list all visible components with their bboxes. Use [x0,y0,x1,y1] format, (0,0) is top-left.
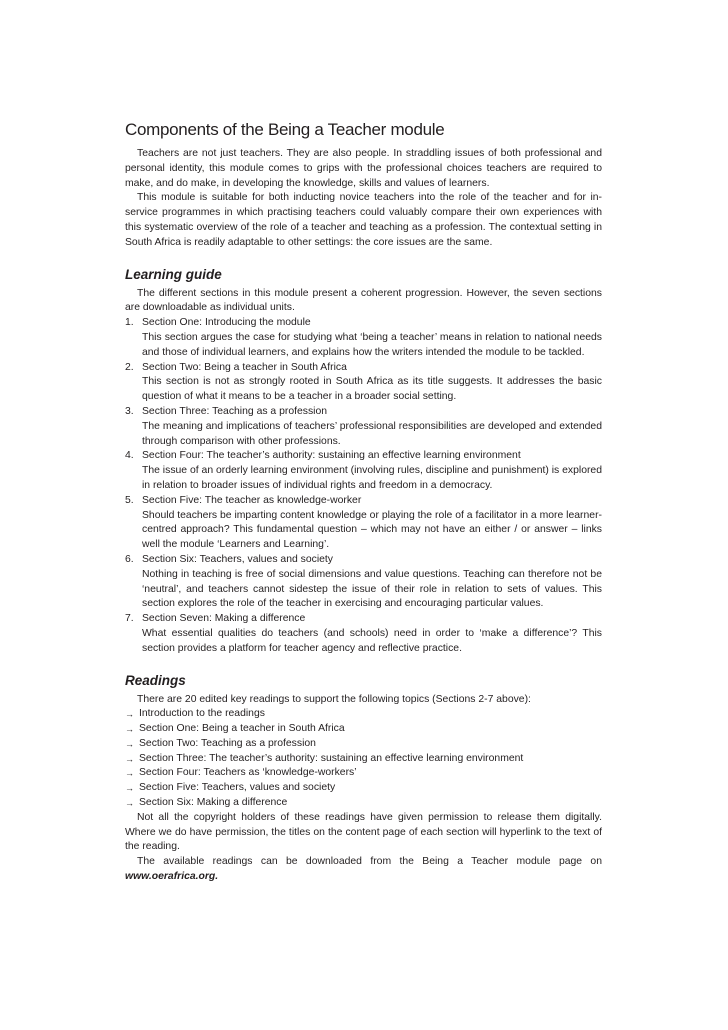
list-item [125,707,602,722]
item-number: 5. [125,494,134,506]
list-item [125,612,602,656]
section-description: The meaning and implications of teachers’ professional responsibilities are developed and extended through comparison with other professions. [142,420,602,447]
item-number: 4. [125,450,134,462]
section-title: Section Five: The teacher as knowledge-worker [142,494,362,506]
page-title: Components of the Being a Teacher module [125,120,445,139]
list-item [125,405,602,449]
list-item [125,752,602,767]
section-description: Should teachers be imparting content knowledge or playing the role of a facilitator in a more learner-centred approach? This fundamental question – which may not have an either / or answer – links well the module ‘Learners and Learning’. [142,509,602,551]
list-item [125,361,602,405]
reading-title: Section Three: The teacher’s authority: sustaining an effective learning environment [139,752,524,764]
list-item [125,449,602,493]
download-paragraph [125,855,602,885]
download-text: The available readings can be downloaded from the Being a Teacher module page on [137,856,602,868]
arrow-right-icon: → [125,753,134,764]
arrow-right-icon: → [125,709,134,720]
item-number: 1. [125,317,134,329]
reading-title: Section Six: Making a difference [139,797,288,809]
permission-paragraph: Not all the copyright holders of these readings have given permission to release them digitally. Where we do have permission, the titles on the content page of each section will hyperlink to the text of the reading. [125,811,602,853]
section-title: Section Three: Teaching as a profession [142,405,328,417]
arrow-right-icon: → [125,738,134,749]
section-title: Section Seven: Making a difference [142,613,306,625]
list-item [125,494,602,553]
item-number: 7. [125,613,134,625]
section-description: The issue of an orderly learning environment (involving rules, discipline and punishment) is explored in relation to broader issues of individual rights and freedom in a democracy. [142,465,602,491]
arrow-right-icon: → [125,798,134,809]
website-link[interactable]: www.oerafrica.org. [125,871,219,883]
list-item [125,796,602,811]
section-title: Section Four: The teacher’s authority: sustaining an effective learning environment [142,450,521,462]
item-number: 6. [125,553,134,565]
list-item [125,553,602,612]
readings-heading: Readings [125,672,186,688]
item-number: 3. [125,405,134,417]
list-item [125,737,602,752]
section-title: Section Six: Teachers, values and society [142,553,333,565]
reading-title: Section Five: Teachers, values and society [139,782,336,794]
list-item [125,766,602,781]
section-description: This section is not as strongly rooted in South Africa as its title suggests. It addresses the basic question of what it means to be a teacher in a broader social setting. [142,376,602,403]
list-item [125,722,602,737]
arrow-right-icon: → [125,768,134,779]
reading-title: Section One: Being a teacher in South Africa [139,723,345,735]
list-item [125,316,602,360]
reading-title: Section Four: Teachers as ‘knowledge-workers’ [139,767,357,779]
arrow-right-icon: → [125,783,134,794]
section-description: Nothing in teaching is free of social dimensions and value questions. Teaching can therefore not be ‘neutral’, and teachers cannot sidestep the issue of their role in relation to sets of values. This section explores the role of the teacher in exercising and encouraging particular values. [142,568,602,610]
item-number: 2. [125,361,134,373]
intro-paragraph: This module is suitable for both inducting novice teachers into the role of the teacher and for in-service programmes in which practising teachers could valuably compare their own experiences with this systematic overview of the role of a teacher and teaching as a profession. The contextual setting in South Africa is readily adaptable to other settings: the core issues are the same. [125,192,602,248]
section-title: Section One: Introducing the module [142,317,311,329]
reading-title: Introduction to the readings [139,708,265,720]
arrow-right-icon: → [125,724,134,735]
learning-guide-intro: The different sections in this module present a coherent progression. However, the seven sections are downloadable as individual units. [125,287,602,314]
intro-paragraph: Teachers are not just teachers. They are also people. In straddling issues of both professional and personal identity, this module comes to grips with the professional choices teachers are required to make, and do make, in developing the knowledge, skills and values of learners. [125,148,602,189]
learning-guide-heading: Learning guide [125,266,222,282]
section-description: This section argues the case for studying what ‘being a teacher’ means in relation to national needs and those of individual learners, and explains how the writers intended the module to be tackled. [142,331,602,358]
section-description: What essential qualities do teachers (and schools) need in order to ‘make a difference’? This section provides a platform for teacher agency and reflective practice. [142,627,602,654]
page-content [125,119,602,885]
section-list [125,316,602,656]
readings-intro: There are 20 edited key readings to support the following topics (Sections 2-7 above): [137,693,531,705]
readings-list [125,707,602,811]
list-item [125,781,602,796]
reading-title: Section Two: Teaching as a profession [139,737,316,749]
section-title: Section Two: Being a teacher in South Africa [142,361,347,373]
